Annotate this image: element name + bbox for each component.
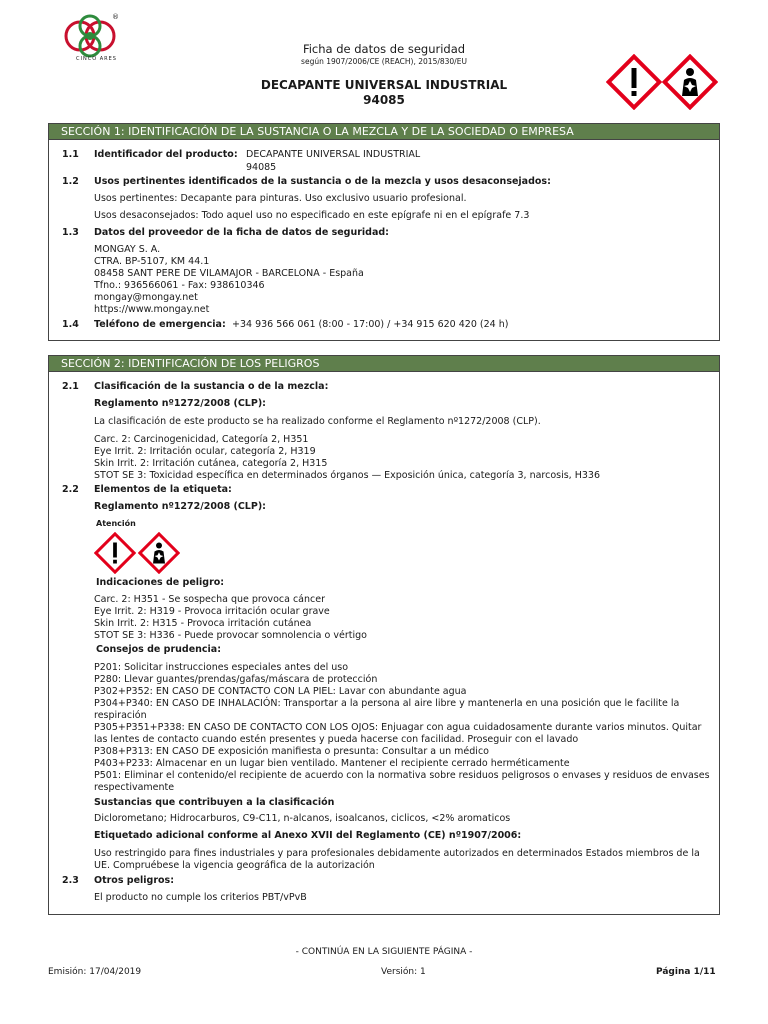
annex-xvii-text: UE. Compruébese la vigencia geográfica de la autorización: [94, 860, 375, 871]
page-number: Página 1/11: [656, 967, 716, 977]
emergency-phone-value: +34 936 566 061 (8:00 - 17:00) / +34 915 620 420 (24 h): [232, 319, 509, 330]
section-2-title: SECCIÓN 2: IDENTIFICACIÓN DE LOS PELIGROS: [49, 356, 719, 372]
hazard-statement: Carc. 2: H351 - Se sospecha que provoca cáncer: [94, 594, 325, 605]
classification-item: STOT SE 3: Toxicidad específica en determinados órganos — Exposición única, categoría 3, narcosis, H336: [94, 470, 601, 481]
hazard-statement: Skin Irrit. 2: H315 - Provoca irritación cutánea: [94, 618, 312, 629]
supplier-line: Tfno.: 936566061 - Fax: 938610346: [94, 280, 265, 291]
product-code: 94085: [363, 93, 405, 107]
uses-advised-against: Usos desaconsejados: Todo aquel uso no especificado en este epígrafe ni en el epígrafe 7.3: [94, 210, 530, 221]
section-1-title: SECCIÓN 1: IDENTIFICACIÓN DE LA SUSTANCIA O LA MEZCLA Y DE LA SOCIEDAD O EMPRESA: [49, 124, 719, 140]
precautionary-statement: P403+P233: Almacenar en un lugar bien ventilado. Mantener el recipiente cerrado herméticamente: [94, 758, 570, 769]
hazard-statement: STOT SE 3: H336 - Puede provocar somnolencia o vértigo: [94, 630, 367, 641]
section-1-2-number: 1.2: [62, 176, 79, 187]
product-name: DECAPANTE UNIVERSAL INDUSTRIAL: [260, 78, 508, 92]
uses-label: Usos pertinentes identificados de la sustancia o de la mezcla y usos desaconsejados:: [94, 176, 551, 187]
relevant-uses: Usos pertinentes: Decapante para pinturas. Uso exclusivo usuario profesional.: [94, 193, 467, 204]
health-hazard-pictogram-icon: [662, 54, 718, 113]
exclamation-mark-pictogram-icon: [606, 54, 662, 113]
classification-item: Eye Irrit. 2: Irritación ocular, categoría 2, H319: [94, 446, 316, 457]
section-2-1-number: 2.1: [62, 381, 79, 392]
health-hazard-pictogram-icon: [138, 532, 180, 577]
supplier-line: MONGAY S. A.: [94, 244, 161, 255]
contributing-substances-title: Sustancias que contribuyen a la clasificación: [94, 797, 335, 808]
clp-regulation-heading: Reglamento nº1272/2008 (CLP):: [94, 398, 266, 409]
precautionary-statement: P501: Eliminar el contenido/el recipiente de acuerdo con la normativa sobre residuos peligrosos o envases y residuos de envases: [94, 770, 710, 781]
registered-mark: ®: [112, 13, 119, 21]
section-1-4-number: 1.4: [62, 319, 79, 330]
supplier-line: CTRA. BP-5107, KM 44.1: [94, 256, 210, 267]
logo-caption: CINCO ARES: [76, 56, 117, 62]
classification-label: Clasificación de la sustancia o de la mezcla:: [94, 381, 329, 392]
hazard-statements-title: Indicaciones de peligro:: [96, 577, 225, 588]
emergency-phone-label: Teléfono de emergencia:: [94, 319, 226, 330]
precautionary-title: Consejos de prudencia:: [96, 644, 222, 655]
section-1-3-number: 1.3: [62, 227, 79, 238]
signal-word: Atención: [96, 519, 136, 528]
contributing-substances: Diclorometano; Hidrocarburos, C9-C11, n-alcanos, isoalcanos, ciclicos, <2% aromaticos: [94, 813, 511, 824]
product-identifier-label: Identificador del producto:: [94, 149, 238, 160]
precautionary-statement: P308+P313: EN CASO DE exposición manifiesta o presunta: Consultar a un médico: [94, 746, 489, 757]
product-identifier-value: DECAPANTE UNIVERSAL INDUSTRIAL: [246, 149, 421, 160]
classification-intro: La clasificación de este producto se ha realizado conforme el Reglamento nº1272/2008 (CLP).: [94, 416, 541, 427]
document-title: Ficha de datos de seguridad: [302, 42, 466, 56]
precautionary-statement: respectivamente: [94, 782, 175, 793]
section-1-1-number: 1.1: [62, 149, 79, 160]
other-hazards-label: Otros peligros:: [94, 875, 175, 886]
precautionary-statement: P304+P340: EN CASO DE INHALACIÓN: Transportar a la persona al aire libre y mantenerla en una posición que le facilite la: [94, 698, 680, 709]
issue-date: Emisión: 17/04/2019: [48, 967, 142, 977]
section-2-3-number: 2.3: [62, 875, 79, 886]
precautionary-statement: respiración: [94, 710, 147, 721]
continue-notice: - CONTINÚA EN LA SIGUIENTE PÁGINA -: [295, 947, 473, 957]
classification-item: Carc. 2: Carcinogenicidad, Categoría 2, H351: [94, 434, 309, 445]
clp-regulation-heading: Reglamento nº1272/2008 (CLP):: [94, 501, 266, 512]
regulation-line: según 1907/2006/CE (REACH), 2015/830/EU: [301, 57, 467, 66]
label-elements-label: Elementos de la etiqueta:: [94, 484, 232, 495]
other-hazards-value: El producto no cumple los criterios PBT/vPvB: [94, 892, 307, 903]
supplier-line: 08458 SANT PERE DE VILAMAJOR - BARCELONA - España: [94, 268, 364, 279]
supplier-email: mongay@mongay.net: [94, 292, 198, 303]
precautionary-statement: P302+P352: EN CASO DE CONTACTO CON LA PIEL: Lavar con abundante agua: [94, 686, 467, 697]
classification-item: Skin Irrit. 2: Irritación cutánea, categoría 2, H315: [94, 458, 328, 469]
annex-xvii-text: Uso restringido para fines industriales y para profesionales debidamente autorizados en determinados Estados miembros de la: [94, 848, 700, 859]
supplier-label: Datos del proveedor de la ficha de datos de seguridad:: [94, 227, 389, 238]
precautionary-statement: las lentes de contacto cuando estén presentes y pueda hacerse con facilidad. Proseguir con el lavado: [94, 734, 579, 745]
hazard-statement: Eye Irrit. 2: H319 - Provoca irritación ocular grave: [94, 606, 330, 617]
section-2-2-number: 2.2: [62, 484, 79, 495]
exclamation-mark-pictogram-icon: [94, 532, 136, 577]
annex-xvii-title: Etiquetado adicional conforme al Anexo XVII del Reglamento (CE) nº1907/2006:: [94, 830, 522, 841]
version-number: Versión: 1: [381, 967, 426, 977]
precautionary-statement: P305+P351+P338: EN CASO DE CONTACTO CON LOS OJOS: Enjuagar con agua cuidadosamente durante varios minutos. Quitar: [94, 722, 702, 733]
product-identifier-code: 94085: [246, 162, 277, 173]
precautionary-statement: P280: Llevar guantes/prendas/gafas/máscara de protección: [94, 674, 378, 685]
supplier-website: https://www.mongay.net: [94, 304, 210, 315]
precautionary-statement: P201: Solicitar instrucciones especiales antes del uso: [94, 662, 349, 673]
